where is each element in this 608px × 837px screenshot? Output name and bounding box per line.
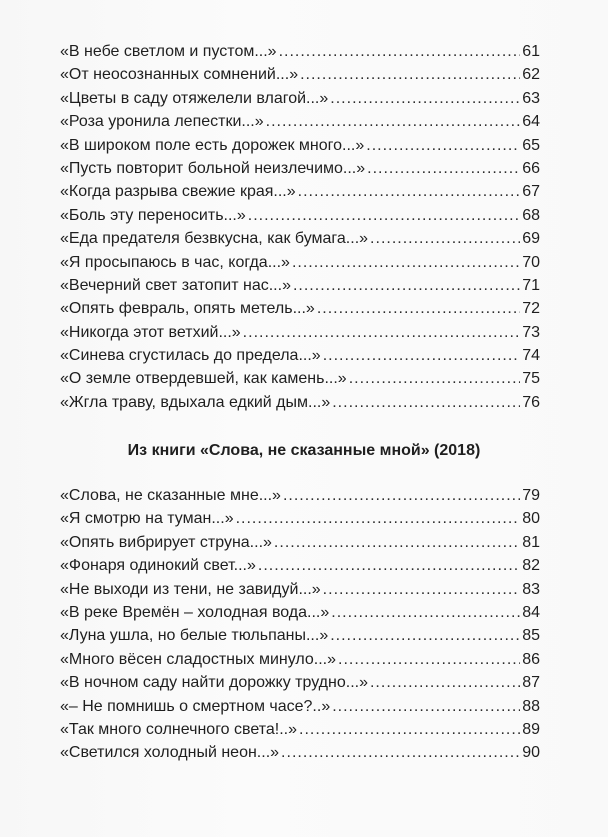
- dot-leader: [243, 321, 521, 344]
- dot-leader: [281, 741, 520, 764]
- entry-title: «Цветы в саду отяжелели влагой...»: [60, 89, 329, 107]
- entry-page-number: 73: [522, 323, 540, 341]
- entry-title: «Много вёсен сладостных минуло...»: [60, 650, 337, 668]
- entry-page-number: 84: [522, 603, 540, 621]
- entry-title: «Еда предателя безвкусна, как бумага...»: [60, 230, 369, 248]
- entry-title: «В небе светлом и пустом...»: [60, 43, 277, 60]
- entry-title: «Роза уронила лепестки...»: [60, 113, 264, 131]
- entry-title: «Вечерний свет затопит нас...»: [60, 276, 291, 294]
- toc-entry: [60, 718, 540, 741]
- entry-title: «Светился холодный неон...»: [60, 744, 280, 762]
- entry-page-number: 83: [522, 580, 540, 598]
- entry-page-number: 71: [522, 276, 540, 294]
- dot-leader: [366, 134, 520, 157]
- entry-title: «Я смотрю на туман...»: [60, 510, 234, 528]
- dot-leader: [279, 40, 521, 63]
- entry-title: «Я просыпаюсь в час, когда...»: [60, 253, 290, 271]
- toc-entry: [60, 204, 540, 227]
- dot-leader: [317, 297, 520, 320]
- entry-page-number: 74: [522, 347, 540, 365]
- entry-title: «Опять февраль, опять метель...»: [60, 300, 315, 318]
- dot-leader: [283, 484, 520, 507]
- entry-title: «Боль эту переносить...»: [60, 206, 246, 224]
- entry-title: «– Не помнишь о смертном часе?..»: [60, 697, 331, 715]
- entry-page-number: 75: [522, 370, 540, 388]
- dot-leader: [330, 87, 520, 110]
- dot-leader: [298, 180, 521, 203]
- dot-leader: [349, 367, 521, 390]
- dot-leader: [323, 344, 521, 367]
- toc-entry: [60, 63, 540, 86]
- entry-page-number: 68: [522, 206, 540, 224]
- dot-leader: [248, 204, 520, 227]
- entry-page-number: 61: [522, 43, 540, 60]
- toc-entry: [60, 297, 540, 320]
- entry-page-number: 66: [522, 159, 540, 177]
- entry-title: «О земле отвердевшей, как камень...»: [60, 370, 347, 388]
- entry-page-number: 69: [522, 230, 540, 248]
- entry-title: «Пусть повторит больной неизлечимо...»: [60, 159, 366, 177]
- entry-page-number: 81: [522, 533, 540, 551]
- toc-entry: [60, 367, 540, 390]
- toc-entry: [60, 741, 540, 764]
- toc-entry: [60, 180, 540, 203]
- toc-entry: [60, 344, 540, 367]
- entry-page-number: 87: [522, 674, 540, 692]
- entry-page-number: 86: [522, 650, 540, 668]
- dot-leader: [367, 157, 520, 180]
- entry-page-number: 79: [522, 487, 540, 504]
- toc-entry: [60, 110, 540, 133]
- entry-page-number: 85: [522, 627, 540, 645]
- toc-entry: [60, 507, 540, 530]
- dot-leader: [370, 671, 520, 694]
- entry-page-number: 65: [522, 136, 540, 154]
- toc-entry: [60, 134, 540, 157]
- toc-entry: [60, 274, 540, 297]
- dot-leader: [300, 63, 520, 86]
- toc-list: [60, 40, 540, 414]
- entry-title: «Когда разрыва свежие края...»: [60, 183, 296, 201]
- toc-entry: [60, 648, 540, 671]
- dot-leader: [331, 601, 520, 624]
- entry-page-number: 76: [522, 393, 540, 411]
- entry-page-number: 70: [522, 253, 540, 271]
- dot-leader: [258, 554, 520, 577]
- entry-title: «Опять вибрирует струна...»: [60, 533, 272, 551]
- section-heading: Из книги «Слова, не сказанные мной» (2018): [127, 442, 481, 459]
- entry-page-number: 88: [522, 697, 540, 715]
- toc-entry: [60, 251, 540, 274]
- dot-leader: [266, 110, 521, 133]
- toc-entry: [60, 578, 540, 601]
- dot-leader: [338, 648, 520, 671]
- toc-entry: [60, 531, 540, 554]
- entry-page-number: 64: [522, 113, 540, 131]
- dot-leader: [332, 391, 520, 414]
- toc-entry: [60, 157, 540, 180]
- entry-title: «Фонаря одинокий свет...»: [60, 557, 256, 575]
- toc-entry: [60, 601, 540, 624]
- entry-title: «Жгла траву, вдыхала едкий дым...»: [60, 393, 331, 411]
- entry-page-number: 67: [522, 183, 540, 201]
- entry-title: «Луна ушла, но белые тюльпаны...»: [60, 627, 329, 645]
- toc-entry: [60, 87, 540, 110]
- dot-leader: [299, 718, 520, 741]
- entry-page-number: 72: [522, 300, 540, 318]
- dot-leader: [292, 251, 520, 274]
- toc-entry: [60, 321, 540, 344]
- toc-entry: [60, 391, 540, 414]
- toc-entry: [60, 484, 540, 507]
- entry-title: «В ночном саду найти дорожку трудно...»: [60, 674, 368, 692]
- toc-entry: [60, 40, 540, 63]
- entry-title: «В широком поле есть дорожек много...»: [60, 136, 365, 154]
- entry-title: «Не выходи из тени, не завидуй...»: [60, 580, 321, 598]
- entry-title: «Синева сгустилась до предела...»: [60, 347, 321, 365]
- entry-page-number: 82: [522, 557, 540, 575]
- toc-entry: [60, 227, 540, 250]
- entry-title: «В реке Времён – холодная вода...»: [60, 603, 330, 621]
- dot-leader: [293, 274, 520, 297]
- entry-title: «От неосознанных сомнений...»: [60, 66, 299, 84]
- entry-page-number: 80: [522, 510, 540, 528]
- dot-leader: [332, 695, 520, 718]
- entry-page-number: 62: [522, 66, 540, 84]
- toc-list: [60, 484, 540, 765]
- entry-title: «Так много солнечного света!..»: [60, 720, 297, 738]
- dot-leader: [274, 531, 520, 554]
- toc-entry: [60, 554, 540, 577]
- entry-title: «Никогда этот ветхий...»: [60, 323, 241, 341]
- dot-leader: [330, 624, 520, 647]
- entry-page-number: 63: [522, 89, 540, 107]
- dot-leader: [323, 578, 521, 601]
- toc-entry: [60, 671, 540, 694]
- dot-leader: [370, 227, 520, 250]
- entry-page-number: 89: [522, 720, 540, 738]
- dot-leader: [236, 507, 521, 530]
- entry-page-number: 90: [522, 744, 540, 762]
- toc-entry: [60, 624, 540, 647]
- entry-title: «Слова, не сказанные мне...»: [60, 487, 281, 504]
- toc-entry: [60, 695, 540, 718]
